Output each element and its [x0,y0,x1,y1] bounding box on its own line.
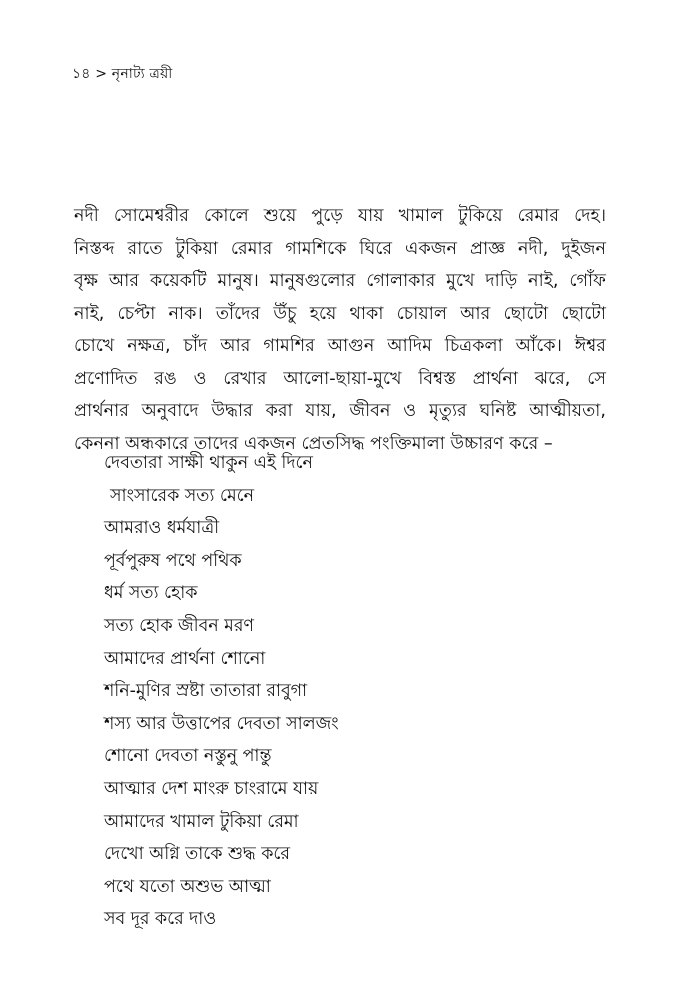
verse-block [104,447,339,936]
prose-line: নিস্তব্দ রাতে টুকিয়া রেমার গামশিকে ঘিরে একজন প্রাজ্ঞ নদী, দুইজন [74,238,606,259]
running-header: ১৪ > নৃনাট্য ত্রয়ী [72,66,173,82]
prose-line: চোখে নক্ষত্র, চাঁদ আর গামশির আগুন আদিম চিত্রকলা আঁকে। ঈশ্বর [74,336,606,356]
verse-line: আত্মার দেশ মাংরু চাংরামে যায় [104,778,319,799]
verse-line: আমাদের প্রার্থনা শোনো [104,648,266,669]
verse-line: ধর্ম সত্য হোক [104,583,198,604]
verse-line: শনি-মুণির স্রষ্টা তাতারা রাবুগা [104,681,308,702]
verse-line: দেখো অগ্নি তাকে শুদ্ধ করে [104,844,290,865]
verse-line: আমাদের খামাল টুকিয়া রেমা [104,811,299,832]
verse-line: শস্য আর উত্তাপের দেবতা সালজং [104,713,339,734]
prose-line: কেননা অন্ধকারে তাদের একজন প্রেতসিদ্ধ পংক্তিমালা উচ্চারণ করে – [74,433,553,454]
prose-line: নদী সোমেশ্বরীর কোলে শুয়ে পুড়ে যায় খামাল টুকিয়ে রেমার দেহ। [74,206,606,226]
prose-paragraph [74,200,606,460]
prose-line: প্রণোদিত রঙ ও রেখার আলো-ছায়া-মুখে বিশ্বস্ত প্রার্থনা ঝরে, সে [74,368,606,389]
verse-line: দেবতারা সাক্ষী থাকুন এই দিনে [104,453,313,473]
verse-line: পথে যতো অশুভ আত্মা [104,876,271,897]
prose-line: নাই, চেপ্টা নাক। তাঁদের উঁচু হয়ে থাকা চোয়াল আর ছোটো ছোটো [74,303,606,324]
verse-line: সত্য হোক জীবন মরণ [104,615,254,636]
prose-line: বৃক্ষ আর কয়েকটি মানুষ। মানুষগুলোর গোলাকার মুখে দাড়ি নাই, গোঁফ [74,271,606,291]
verse-line: আমরাও ধর্মযাত্রী [104,518,220,539]
prose-line: প্রার্থনার অনুবাদে উদ্ধার করা যায়, জীবন ও মৃত্যুর ঘনিষ্ট আত্মীয়তা, [74,401,606,421]
verse-line: সাংসারেক সত্য মেনে [110,485,254,506]
verse-line: সব দূর করে দাও [104,909,217,930]
verse-line: শোনো দেবতা নস্তুনু পান্তু [104,746,272,767]
verse-line: পূর্বপুরুষ পথে পথিক [104,550,242,571]
